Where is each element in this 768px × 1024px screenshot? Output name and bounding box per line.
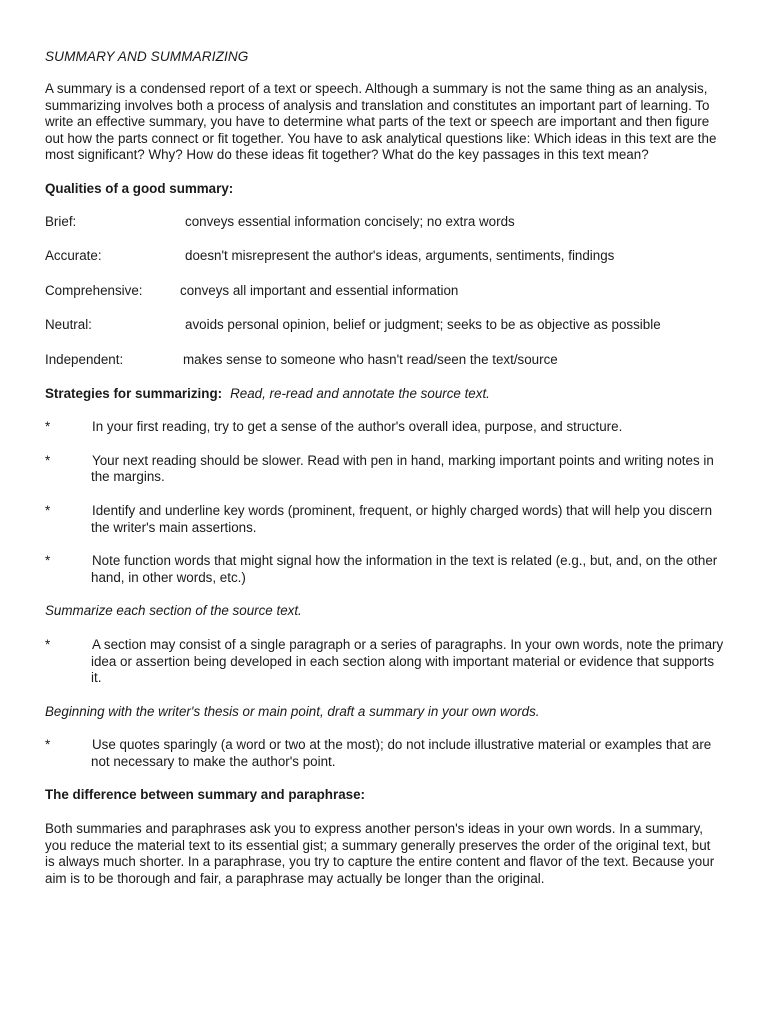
bullet-text: Identify and underline key words (prominent, frequent, or highly charged words) that will help you discern the writer's main assertions. — [91, 502, 713, 535]
quality-definition: avoids personal opinion, belief or judgment; seeks to be as objective as possible — [185, 317, 661, 333]
bullet-text: A section may consist of a single paragraph or a series of paragraphs. In your own words, note the primary idea or assertion being developed in each section along with important material or evidence that supports it. — [91, 636, 724, 686]
quality-definition: conveys all important and essential information — [180, 282, 459, 298]
quality-row — [45, 283, 725, 300]
list-item — [45, 737, 725, 770]
qualities-list — [45, 214, 725, 369]
bullet-text: Use quotes sparingly (a word or two at the most); do not include illustrative material or examples that are not necessary to make the author's point. — [91, 737, 712, 769]
list-item — [45, 419, 725, 436]
bullet-marker: * — [45, 452, 51, 468]
quality-term: Independent: — [45, 351, 124, 367]
quality-row — [45, 317, 725, 334]
quality-term: Neutral: — [45, 317, 92, 333]
strategies-heading — [45, 386, 725, 403]
quality-row — [45, 352, 725, 369]
list-item — [45, 553, 725, 586]
quality-row — [45, 214, 725, 231]
quality-row — [45, 248, 725, 265]
difference-paragraph: Both summaries and paraphrases ask you to express another person's ideas in your own words. In a summary, you reduce the material text to its essential gist; a summary generally preserves the order of the original text, but is always much shorter. In a paraphrase, you try to capture the entire content and flavor of the text. Because your aim is to be thorough and fair, a paraphrase may actually be longer than the original. — [45, 821, 715, 886]
quality-term: Accurate: — [45, 248, 102, 264]
qualities-heading: Qualities of a good summary: — [45, 180, 234, 196]
bullet-marker: * — [45, 502, 51, 518]
strategies-subheading: Read, re-read and annotate the source text. — [230, 385, 490, 401]
bullet-text: Your next reading should be slower. Read with pen in hand, marking important points and writing notes in the margins. — [91, 452, 714, 485]
quality-definition: makes sense to someone who hasn't read/seen the text/source — [183, 351, 558, 367]
document-page — [45, 49, 725, 887]
bullet-marker: * — [45, 636, 51, 652]
section-subheading: Summarize each section of the source text. — [45, 603, 302, 619]
list-item — [45, 453, 725, 486]
bullet-marker: * — [45, 553, 51, 569]
strategies-heading-label: Strategies for summarizing: — [45, 385, 223, 401]
difference-heading: The difference between summary and paraphrase: — [45, 787, 365, 803]
quality-term: Comprehensive: — [45, 282, 143, 298]
bullet-marker: * — [45, 737, 51, 753]
quality-term: Brief: — [45, 213, 77, 229]
quality-definition: conveys essential information concisely; no extra words — [185, 213, 515, 229]
bullet-text: Note function words that might signal how the information in the text is related (e.g., but, and, on the other hand, in other words, etc.) — [91, 553, 718, 585]
draft-subheading: Beginning with the writer's thesis or main point, draft a summary in your own words. — [45, 703, 540, 719]
list-item — [45, 503, 725, 536]
document-title: SUMMARY AND SUMMARIZING — [45, 49, 249, 64]
bullet-marker: * — [45, 419, 51, 435]
quality-definition: doesn't misrepresent the author's ideas, arguments, sentiments, findings — [185, 248, 615, 264]
list-item — [45, 637, 725, 687]
bullet-text: In your first reading, try to get a sense of the author's overall idea, purpose, and structure. — [92, 419, 623, 435]
intro-paragraph: A summary is a condensed report of a text or speech. Although a summary is not the same thing as an analysis, summarizing involves both a process of analysis and translation and constitutes an important part of learning. To write an effective summary, you have to determine what parts of the text or speech are important and then figure out how the parts connect or fit together. You have to ask analytical questions like: Which ideas in this text are the most significant? Why? How do these ideas fit together? What do the key passages in this text mean? — [45, 81, 717, 163]
